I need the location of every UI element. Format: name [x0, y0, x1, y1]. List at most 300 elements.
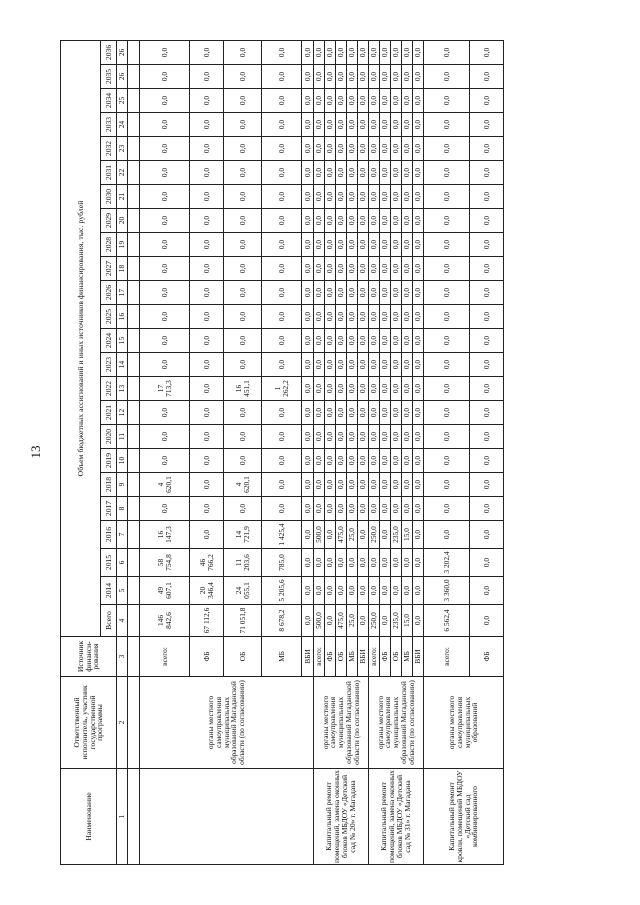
year-value: 0,0	[262, 401, 302, 425]
funding-source: МБ	[402, 637, 413, 677]
year-value: 0,0	[336, 233, 347, 257]
column-number: 20	[117, 209, 128, 233]
year-value: 0,0	[358, 577, 369, 605]
year-value: 0,0	[224, 305, 262, 329]
year-value: 0,0	[358, 521, 369, 549]
executor: органы местного самоуправления муниципальных образований Магаданской области (по согласованию)	[140, 677, 314, 769]
year-value: 785,0	[262, 549, 302, 577]
total-value: 475,0	[336, 605, 347, 637]
year-value: 0,0	[262, 425, 302, 449]
year-value: 0,0	[413, 521, 424, 549]
year-value: 0,0	[424, 257, 470, 281]
year-value: 0,0	[391, 89, 402, 113]
year-value: 0,0	[391, 257, 402, 281]
table-sheet	[60, 40, 580, 865]
year-value: 0,0	[325, 305, 336, 329]
empty-cell	[128, 161, 140, 185]
year-value: 0,0	[262, 137, 302, 161]
year-value: 0,0	[314, 257, 325, 281]
total-value: 146 842,6	[140, 605, 190, 637]
year-value: 0,0	[369, 281, 380, 305]
column-number: 19	[117, 233, 128, 257]
column-number: 8	[117, 497, 128, 521]
year-value: 0,0	[262, 353, 302, 377]
year-value: 0,0	[391, 549, 402, 577]
rotated-landscape-frame	[60, 40, 580, 865]
year-value: 0,0	[380, 401, 391, 425]
header-year: 2018	[101, 473, 117, 497]
header-year: 2022	[101, 377, 117, 401]
year-value: 0,0	[380, 40, 391, 64]
year-value: 0,0	[140, 329, 190, 353]
header-year: 2026	[101, 281, 117, 305]
year-value: 0,0	[470, 161, 504, 185]
year-value: 0,0	[347, 137, 358, 161]
year-value: 0,0	[302, 377, 314, 401]
year-value: 0,0	[140, 137, 190, 161]
year-value: 0,0	[336, 449, 347, 473]
year-value: 0,0	[302, 449, 314, 473]
year-value: 0,0	[325, 521, 336, 549]
empty-cell	[128, 497, 140, 521]
funding-source: ОБ	[336, 637, 347, 677]
year-value: 0,0	[369, 353, 380, 377]
header-year: 2019	[101, 449, 117, 473]
year-value: 0,0	[325, 137, 336, 161]
year-value: 0,0	[347, 449, 358, 473]
year-value: 0,0	[413, 233, 424, 257]
year-value: 0,0	[262, 329, 302, 353]
year-value: 0,0	[424, 113, 470, 137]
year-value: 0,0	[140, 281, 190, 305]
year-value: 0,0	[402, 185, 413, 209]
year-value: 0,0	[190, 233, 224, 257]
year-value: 0,0	[358, 233, 369, 257]
year-value: 0,0	[224, 209, 262, 233]
year-value: 0,0	[391, 233, 402, 257]
year-value: 0,0	[358, 329, 369, 353]
year-value: 0,0	[325, 425, 336, 449]
year-value: 0,0	[470, 473, 504, 497]
year-value: 0,0	[347, 161, 358, 185]
year-value: 0,0	[336, 40, 347, 64]
year-value: 0,0	[325, 257, 336, 281]
year-value: 0,0	[224, 40, 262, 64]
total-value: 0,0	[380, 605, 391, 637]
year-value: 0,0	[369, 377, 380, 401]
year-value: 0,0	[380, 425, 391, 449]
year-value: 20 346,4	[190, 577, 224, 605]
year-value: 0,0	[413, 549, 424, 577]
year-value: 0,0	[314, 185, 325, 209]
year-value: 0,0	[391, 577, 402, 605]
year-value: 0,0	[190, 473, 224, 497]
year-value: 0,0	[358, 377, 369, 401]
funding-source: всего:	[140, 637, 190, 677]
year-value: 0,0	[358, 137, 369, 161]
year-value: 49 607,1	[140, 577, 190, 605]
year-value: 0,0	[402, 281, 413, 305]
header-year: 2031	[101, 161, 117, 185]
year-value: 0,0	[380, 185, 391, 209]
year-value: 0,0	[314, 577, 325, 605]
year-value: 0,0	[424, 161, 470, 185]
header-row-top	[61, 40, 101, 864]
year-value: 0,0	[190, 257, 224, 281]
year-value: 0,0	[402, 137, 413, 161]
year-value: 0,0	[358, 497, 369, 521]
year-value: 0,0	[470, 329, 504, 353]
year-value: 0,0	[336, 89, 347, 113]
year-value: 0,0	[325, 40, 336, 64]
year-value: 475,0	[336, 521, 347, 549]
year-value: 0,0	[470, 577, 504, 605]
year-value: 0,0	[190, 40, 224, 64]
year-value: 0,0	[402, 113, 413, 137]
funding-source: всего:	[314, 637, 325, 677]
year-value: 0,0	[380, 281, 391, 305]
year-value: 0,0	[358, 353, 369, 377]
year-value: 0,0	[325, 329, 336, 353]
year-value: 0,0	[190, 401, 224, 425]
year-value: 0,0	[413, 65, 424, 89]
funding-source: всего:	[369, 637, 380, 677]
empty-cell	[128, 329, 140, 353]
page-number: 13	[28, 445, 43, 459]
year-value: 0,0	[224, 137, 262, 161]
header-year: 2036	[101, 40, 117, 64]
year-value: 0,0	[413, 401, 424, 425]
year-value: 0,0	[262, 305, 302, 329]
project-name: Капитальный ремонт помещений, замена оконных блоков МБДОУ «Детский сад № 20» г. Магадана	[314, 769, 369, 865]
year-value: 0,0	[262, 497, 302, 521]
year-value: 0,0	[325, 497, 336, 521]
year-value: 0,0	[262, 185, 302, 209]
total-value: 0,0	[325, 605, 336, 637]
year-value: 0,0	[470, 137, 504, 161]
header-year: 2025	[101, 305, 117, 329]
year-value: 0,0	[470, 233, 504, 257]
funding-source: ОБ	[224, 637, 262, 677]
year-value: 0,0	[190, 281, 224, 305]
year-value: 0,0	[336, 305, 347, 329]
empty-cell	[128, 605, 140, 637]
year-value: 0,0	[358, 185, 369, 209]
year-value: 0,0	[336, 353, 347, 377]
empty-cell	[128, 281, 140, 305]
year-value: 0,0	[140, 113, 190, 137]
year-value: 0,0	[224, 449, 262, 473]
year-value: 0,0	[391, 113, 402, 137]
empty-cell	[128, 113, 140, 137]
year-value: 0,0	[325, 377, 336, 401]
empty-cell	[128, 305, 140, 329]
year-value: 0,0	[262, 449, 302, 473]
column-number: 26	[117, 40, 128, 64]
empty-cell	[128, 769, 140, 865]
year-value: 0,0	[302, 401, 314, 425]
year-value: 0,0	[262, 113, 302, 137]
year-value: 0,0	[470, 185, 504, 209]
year-value: 0,0	[413, 425, 424, 449]
year-value: 0,0	[140, 305, 190, 329]
year-value: 0,0	[413, 353, 424, 377]
year-value: 0,0	[424, 65, 470, 89]
year-value: 0,0	[190, 449, 224, 473]
year-value: 0,0	[314, 305, 325, 329]
year-value: 0,0	[302, 233, 314, 257]
year-value: 0,0	[369, 185, 380, 209]
year-value: 5 205,6	[262, 577, 302, 605]
year-value: 1 425,4	[262, 521, 302, 549]
year-value: 0,0	[302, 353, 314, 377]
empty-cell	[128, 473, 140, 497]
year-value: 0,0	[380, 521, 391, 549]
year-value: 0,0	[413, 329, 424, 353]
year-value: 0,0	[358, 549, 369, 577]
year-value: 0,0	[470, 209, 504, 233]
year-value: 0,0	[402, 209, 413, 233]
year-value: 0,0	[302, 473, 314, 497]
year-value: 0,0	[470, 89, 504, 113]
year-value: 0,0	[402, 473, 413, 497]
year-value: 0,0	[358, 257, 369, 281]
column-number: 4	[117, 605, 128, 637]
column-number: 26	[117, 65, 128, 89]
column-number: 10	[117, 449, 128, 473]
year-value: 0,0	[358, 89, 369, 113]
year-value: 0,0	[380, 473, 391, 497]
year-value: 0,0	[190, 497, 224, 521]
year-value: 0,0	[380, 449, 391, 473]
year-value: 0,0	[302, 257, 314, 281]
year-value: 0,0	[424, 473, 470, 497]
year-value: 0,0	[358, 401, 369, 425]
year-value: 0,0	[314, 353, 325, 377]
year-value: 0,0	[302, 209, 314, 233]
year-value: 0,0	[424, 449, 470, 473]
year-value: 0,0	[380, 113, 391, 137]
year-value: 0,0	[413, 577, 424, 605]
year-value: 0,0	[413, 305, 424, 329]
year-value: 0,0	[369, 40, 380, 64]
year-value: 0,0	[380, 65, 391, 89]
year-value: 0,0	[336, 425, 347, 449]
year-value: 0,0	[424, 209, 470, 233]
year-value: 0,0	[402, 549, 413, 577]
year-value: 0,0	[369, 425, 380, 449]
total-value: 0,0	[470, 605, 504, 637]
year-value: 0,0	[413, 449, 424, 473]
year-value: 0,0	[402, 40, 413, 64]
table-row	[140, 40, 190, 864]
year-value: 0,0	[314, 113, 325, 137]
year-value: 0,0	[190, 137, 224, 161]
year-value: 0,0	[336, 577, 347, 605]
total-value: 235,0	[391, 605, 402, 637]
column-number: 17	[117, 281, 128, 305]
year-value: 0,0	[380, 89, 391, 113]
column-number: 11	[117, 425, 128, 449]
year-value: 0,0	[347, 281, 358, 305]
year-value: 0,0	[347, 353, 358, 377]
table-row	[369, 40, 380, 864]
year-value: 0,0	[424, 377, 470, 401]
year-value: 0,0	[380, 209, 391, 233]
year-value: 0,0	[140, 40, 190, 64]
year-value: 0,0	[325, 473, 336, 497]
year-value: 0,0	[424, 137, 470, 161]
empty-cell	[128, 449, 140, 473]
year-value: 0,0	[391, 473, 402, 497]
year-value: 0,0	[314, 497, 325, 521]
year-value: 0,0	[336, 209, 347, 233]
year-value: 0,0	[391, 425, 402, 449]
year-value: 500,0	[314, 521, 325, 549]
executor: органы местного самоуправления муниципальных образований	[424, 677, 504, 769]
header-year: 2027	[101, 257, 117, 281]
year-value: 0,0	[140, 401, 190, 425]
year-value: 0,0	[380, 305, 391, 329]
year-value: 0,0	[424, 40, 470, 64]
year-value: 0,0	[325, 549, 336, 577]
year-value: 0,0	[391, 185, 402, 209]
year-value: 0,0	[224, 425, 262, 449]
column-number: 5	[117, 577, 128, 605]
year-value: 11 203,6	[224, 549, 262, 577]
year-value: 0,0	[190, 113, 224, 137]
funding-source: МБ	[262, 637, 302, 677]
column-number: 18	[117, 257, 128, 281]
year-value: 0,0	[314, 137, 325, 161]
header-volume: Объем бюджетных ассигнований и иных источников финансирования, тыс. рублей	[61, 40, 101, 636]
project-name: Капитальный ремонт кровли, помещений МБДОУ «Детский сад комбинированного	[424, 769, 504, 865]
year-value: 0,0	[402, 377, 413, 401]
year-value: 0,0	[369, 209, 380, 233]
empty-cell	[128, 377, 140, 401]
total-value: 15,0	[402, 605, 413, 637]
year-value: 0,0	[314, 449, 325, 473]
year-value: 0,0	[302, 425, 314, 449]
year-value: 0,0	[424, 521, 470, 549]
header-year: 2030	[101, 185, 117, 209]
year-value: 0,0	[190, 185, 224, 209]
year-value: 0,0	[470, 497, 504, 521]
year-value: 0,0	[470, 305, 504, 329]
year-value: 0,0	[369, 89, 380, 113]
year-value: 0,0	[358, 209, 369, 233]
year-value: 0,0	[140, 353, 190, 377]
empty-cell	[128, 185, 140, 209]
year-value: 0,0	[262, 257, 302, 281]
header-year: 2024	[101, 329, 117, 353]
header-year: 2033	[101, 113, 117, 137]
year-value: 1 262,2	[262, 377, 302, 401]
year-value: 0,0	[347, 401, 358, 425]
year-value: 0,0	[413, 257, 424, 281]
year-value: 3 360,0	[424, 577, 470, 605]
year-value: 0,0	[369, 329, 380, 353]
year-value: 250,0	[369, 521, 380, 549]
year-value: 0,0	[413, 497, 424, 521]
year-value: 0,0	[336, 281, 347, 305]
year-value: 0,0	[358, 449, 369, 473]
year-value: 0,0	[380, 353, 391, 377]
empty-cell	[128, 425, 140, 449]
year-value: 0,0	[140, 425, 190, 449]
year-value: 0,0	[336, 401, 347, 425]
year-value: 0,0	[358, 281, 369, 305]
empty-cell	[128, 89, 140, 113]
column-number: 22	[117, 161, 128, 185]
year-value: 0,0	[190, 329, 224, 353]
year-value: 0,0	[413, 137, 424, 161]
year-value: 0,0	[413, 40, 424, 64]
year-value: 0,0	[402, 401, 413, 425]
header-year: 2020	[101, 425, 117, 449]
empty-cell	[128, 353, 140, 377]
header-year: 2023	[101, 353, 117, 377]
year-value: 0,0	[424, 401, 470, 425]
total-value: 71 051,8	[224, 605, 262, 637]
year-value: 0,0	[336, 329, 347, 353]
funding-source: ФБ	[325, 637, 336, 677]
year-value: 0,0	[224, 89, 262, 113]
year-value: 0,0	[325, 281, 336, 305]
project-name: Капитальный ремонт помещений, замена оконных блоков МБДОУ «Детский сад № 31» г. Магадана	[369, 769, 424, 865]
funding-source: ВБИ	[302, 637, 314, 677]
year-value: 0,0	[325, 113, 336, 137]
year-value: 0,0	[314, 401, 325, 425]
year-value: 0,0	[413, 113, 424, 137]
year-value: 0,0	[314, 549, 325, 577]
year-value: 0,0	[314, 209, 325, 233]
header-year: 2014	[101, 577, 117, 605]
year-value: 0,0	[470, 113, 504, 137]
year-value: 0,0	[358, 113, 369, 137]
year-value: 0,0	[470, 521, 504, 549]
header-source: Источник финанси-рования	[61, 637, 117, 677]
year-value: 0,0	[190, 377, 224, 401]
empty-cell	[128, 257, 140, 281]
total-value: 25,0	[347, 605, 358, 637]
year-value: 0,0	[347, 185, 358, 209]
column-number: 3	[117, 637, 128, 677]
year-value: 0,0	[224, 329, 262, 353]
year-value: 0,0	[470, 425, 504, 449]
year-value: 3 202,4	[424, 549, 470, 577]
year-value: 16 147,3	[140, 521, 190, 549]
year-value: 0,0	[391, 305, 402, 329]
year-value: 0,0	[470, 449, 504, 473]
year-value: 0,0	[262, 161, 302, 185]
funding-source: МБ	[347, 637, 358, 677]
header-year: 2021	[101, 401, 117, 425]
year-value: 0,0	[314, 89, 325, 113]
project-name	[140, 769, 314, 865]
empty-cell	[128, 233, 140, 257]
year-value: 0,0	[402, 329, 413, 353]
year-value: 0,0	[140, 65, 190, 89]
year-value: 0,0	[470, 377, 504, 401]
year-value: 0,0	[391, 209, 402, 233]
year-value: 0,0	[424, 497, 470, 521]
year-value: 0,0	[140, 449, 190, 473]
year-value: 0,0	[336, 257, 347, 281]
year-value: 0,0	[402, 425, 413, 449]
column-number: 16	[117, 305, 128, 329]
year-value: 0,0	[336, 185, 347, 209]
